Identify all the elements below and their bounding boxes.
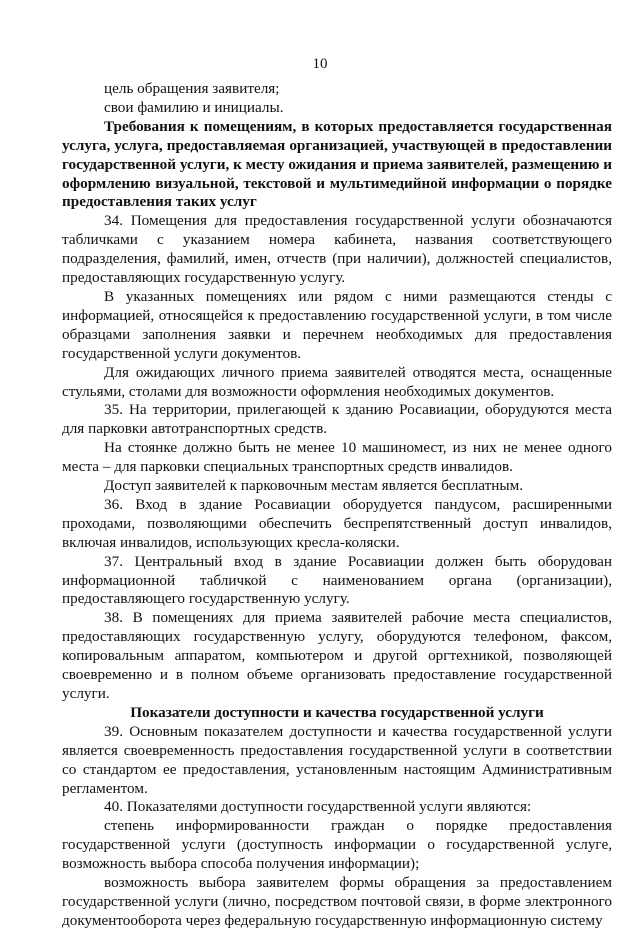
- section-heading: Показатели доступности и качества государственной услуги: [130, 703, 544, 721]
- section-heading: Требования к помещениям, в которых предоставляется государственная услуга, услуга, предоставляемая организацией, участвующей в предоставлении государственной услуги, к месту ожидания и приема заявителей, размещению и оформлению визуальной, текстовой и мультимедийной информации о порядке предоставления таких услуг: [62, 117, 612, 211]
- paragraph: В указанных помещениях или рядом с ними размещаются стенды с информацией, относящейся к предоставлению государственной услуги, в том числе образцами заполнения заявки и перечнем необходимых для предоставления государственной услуги документов.: [62, 287, 612, 362]
- paragraph: 40. Показателями доступности государственной услуги являются:: [104, 798, 532, 816]
- paragraph: 36. Вход в здание Росавиации оборудуется пандусом, расширенными проходами, позволяющими обеспечить беспрепятственный доступ инвалидов, включая инвалидов, использующих кресла-коляски.: [62, 495, 612, 551]
- paragraph: На стоянке должно быть не менее 10 машиномест, из них не менее одного места – для парковки специальных транспортных средств инвалидов.: [62, 439, 612, 476]
- paragraph: 35. На территории, прилегающей к зданию Росавиации, оборудуются места для парковки автотранспортных средств.: [62, 401, 612, 438]
- document-body: [62, 80, 612, 931]
- paragraph: степень информированности граждан о порядке предоставления государственной услуги (доступность информации о государственной услуге, возможность выбора способа получения информации);: [62, 817, 612, 873]
- paragraph: 34. Помещения для предоставления государственной услуги обозначаются табличками с указанием номера кабинета, названия соответствующего подразделения, фамилий, имен, отчеств (при наличии), должностей специалистов, предоставляющих государственную услугу.: [62, 212, 612, 287]
- paragraph: Доступ заявителей к парковочным местам является бесплатным.: [104, 477, 524, 495]
- paragraph: свои фамилию и инициалы.: [104, 98, 284, 116]
- paragraph: цель обращения заявителя;: [104, 80, 280, 97]
- paragraph: 37. Центральный вход в здание Росавиации должен быть оборудован информационной табличкой с наименованием органа (организации), предоставляющего государственную услугу.: [62, 552, 612, 608]
- paragraph: Для ожидающих личного приема заявителей отводятся места, оснащенные стульями, столами для возможности оформления необходимых документов.: [62, 363, 612, 400]
- paragraph: 38. В помещениях для приема заявителей рабочие места специалистов, предоставляющих государственную услугу, оборудуются телефоном, факсом, копировальным аппаратом, компьютером и другой оргтехникой, позволяющей своевременно и в полном объеме организовать предоставление государственной услуги.: [62, 609, 612, 702]
- paragraph: 39. Основным показателем доступности и качества государственной услуги является своевременность предоставления государственной услуги в соответствии со стандартом ее предоставления, установленным настоящим Административным регламентом.: [62, 722, 612, 797]
- paragraph: возможность выбора заявителем формы обращения за предоставлением государственной услуги (лично, посредством почтовой связи, в форме электронного документооборота через федеральную государственную информационную систему: [62, 874, 612, 929]
- page-number: 10: [312, 56, 328, 72]
